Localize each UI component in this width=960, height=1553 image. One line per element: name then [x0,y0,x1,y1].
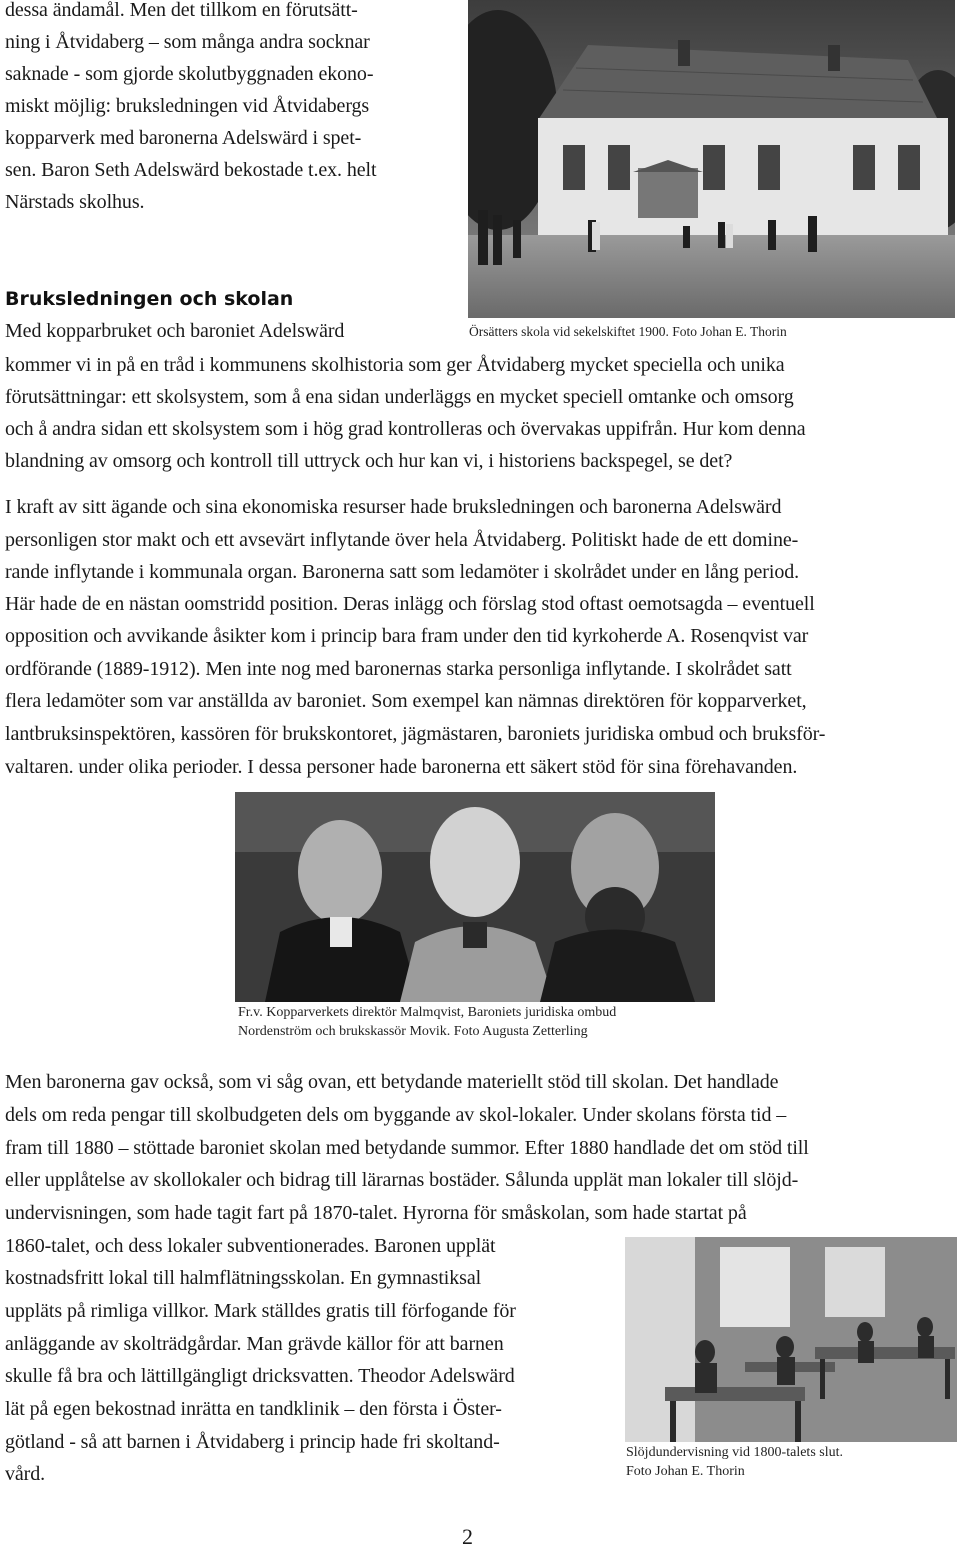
text-line: rande inflytande i kommunala organ. Baronerna satt som ledamöter i skolrådet under en lång period. [5,561,800,583]
text-line: I kraft av sitt ägande och sina ekonomiska resurser hade bruksledningen och baronerna Adelswärd [5,496,782,518]
text-line: flera ledamöter som var anställda av baroniet. Som exempel kan nämnas direktören för kopparverket, [5,690,807,712]
text-line: kommer vi in på en tråd i kommunens skolhistoria som ger Åtvidaberg mycket speciella och unika [5,354,785,376]
text-line: anläggande av skolträdgårdar. Man grävde källor för att barnen [5,1333,504,1355]
school-photo [468,0,955,318]
text-line: eller upplåtelse av skollokaler och bidrag till lärarnas bostäder. Sålunda upplät man lokaler till slöjd- [5,1169,799,1191]
text-line: 1860-talet, och dess lokaler subventionerades. Baronen upplät [5,1235,496,1257]
workshop-caption-line-2: Foto Johan E. Thorin [626,1464,745,1479]
text-line: ordförande (1889-1912). Men inte nog med baronernas starka personliga inflytande. I skolrådet satt [5,658,792,680]
text-line: kostnadsfritt lokal till halmflätningsskolan. En gymnastiksal [5,1267,482,1289]
text-line: dessa ändamål. Men det tillkom en förutsätt- [5,0,358,21]
portrait-caption-line-2: Nordenström och brukskassör Movik. Foto Augusta Zetterling [238,1024,588,1039]
text-line: götland - så att barnen i Åtvidaberg i princip hade fri skoltand- [5,1431,500,1453]
text-line: Här hade de en nästan oomstridd position. Deras inlägg och förslag stod oftast oemotsagda – eventuell [5,593,815,615]
text-line: miskt möjlig: bruksledningen vid Åtvidabergs [5,95,370,117]
text-line: personligen stor makt och ett avsevärt inflytande över hela Åtvidaberg. Politiskt hade de ett domine- [5,529,799,551]
section-heading: Bruksledningen och skolan [5,288,294,310]
text-line: skulle få bra och lättillgängligt dricksvatten. Theodor Adelswärd [5,1365,515,1387]
portrait-caption-line-1: Fr.v. Kopparverkets direktör Malmqvist, Baroniets juridiska ombud [238,1005,617,1020]
workshop-caption-line-1: Slöjdundervisning vid 1800-talets slut. [626,1445,843,1460]
text-line: Närstads skolhus. [5,191,145,213]
text-line: saknade - som gjorde skolutbyggnaden ekono- [5,63,374,85]
text-line: lät på egen bekostnad inrätta en tandklinik – den första i Öster- [5,1398,502,1420]
text-line: dels om reda pengar till skolbudgeten dels om byggande av skol-lokaler. Under skolans första tid – [5,1104,787,1126]
text-line: vård. [5,1463,46,1485]
text-line: förutsättningar: ett skolsystem, som å ena sidan underläggs en mycket speciell omtanke och omsorg [5,386,794,408]
text-line: ning i Åtvidaberg – som många andra socknar [5,31,370,53]
text-line: kopparverk med baronerna Adelswärd i spet- [5,127,362,149]
text-line: undervisningen, som hade tagit fart på 1870-talet. Hyrorna för småskolan, som hade startat på [5,1202,747,1224]
portrait-photo-image [235,792,715,1002]
school-photo-image [468,0,955,318]
text-line: lantbruksinspektören, kassören för brukskontoret, jägmästaren, baroniets juridiska ombud och bruksför- [5,723,826,745]
text-line: och å andra sidan ett skolsystem som i hög grad kontrolleras och övervakas uppifrån. Hur kom denna [5,418,806,440]
workshop-photo [625,1237,957,1442]
portrait-photo [235,792,715,1002]
text-line: opposition och avvikande åsikter kom i princip bara fram under den tid kyrkoherde A. Rosenqvist var [5,625,809,647]
text-line: valtaren. under olika perioder. I dessa personer hade baronerna ett säkert stöd för sina förehavanden. [5,756,798,778]
page-number: 2 [462,1524,473,1549]
text-line: Med kopparbruket och baroniet Adelswärd [5,320,345,342]
workshop-photo-image [625,1237,957,1442]
text-line: blandning av omsorg och kontroll till uttryck och hur kan vi, i historiens backspegel, se det? [5,450,733,472]
text-line: Men baronerna gav också, som vi såg ovan, ett betydande materiellt stöd till skolan. Det handlade [5,1071,779,1093]
school-photo-caption: Örsätters skola vid sekelskiftet 1900. Foto Johan E. Thorin [469,324,787,339]
text-line: sen. Baron Seth Adelswärd bekostade t.ex. helt [5,159,377,181]
text-line: uppläts på rimliga villkor. Mark ställdes gratis till förfogande för [5,1300,516,1322]
text-line: fram till 1880 – stöttade baroniet skolan med betydande summor. Efter 1880 handlade det om stöd till [5,1137,809,1159]
